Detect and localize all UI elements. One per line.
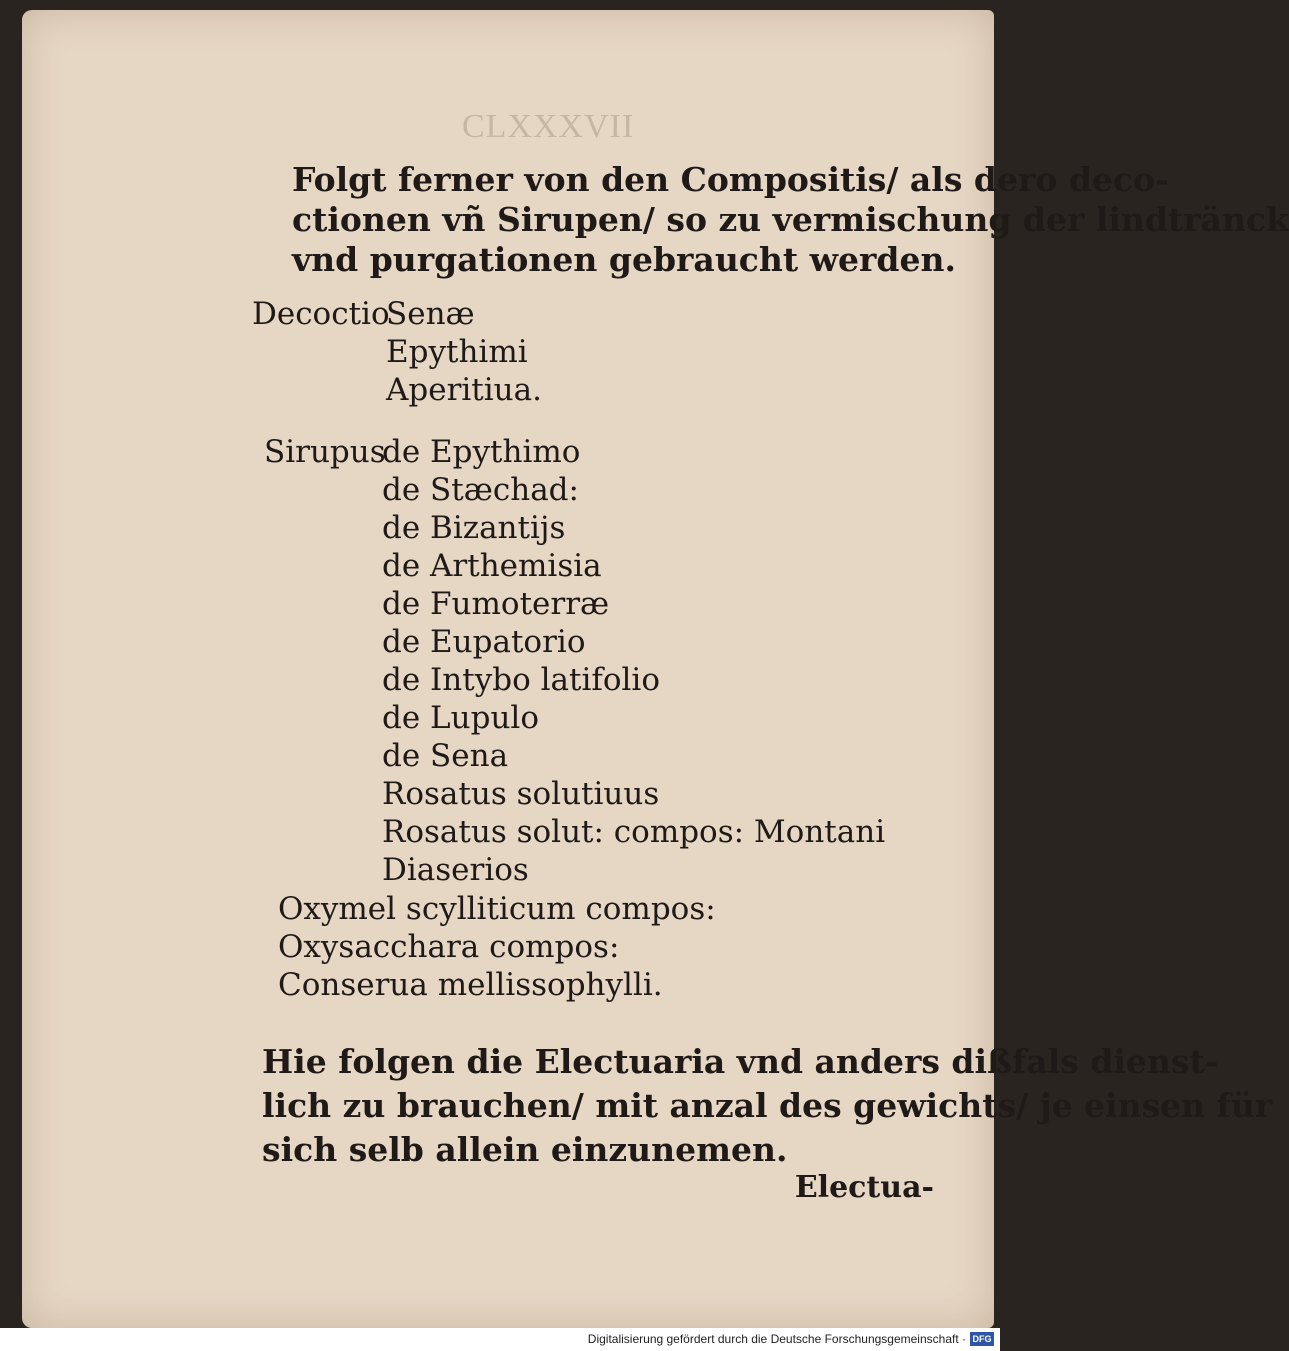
footer-bar [0,1328,1000,1351]
heading-line: ctionen vñ Sirupen/ so zu vermischung der lindtränck [292,200,1289,239]
heading-line: lich zu brauchen/ mit anzal des gewichts/ je einsen für [262,1086,1273,1125]
list-item: Aperitiua. [386,372,542,408]
book-page [22,10,1289,1328]
heading-line: Folgt ferner von den Compositis/ als dero deco- [292,160,1169,199]
list-item: de Fumoterræ [382,586,610,622]
dfg-logo-icon: DFG [970,1332,994,1346]
list-item: de Lupulo [382,700,539,736]
catchword: Electua- [794,1170,934,1205]
heading-line: Hie folgen die Electuaria vnd anders dißfals dienst- [262,1042,1219,1081]
heading-line: sich selb allein einzunemen. [262,1130,788,1169]
list-item: de Arthemisia [382,548,602,584]
list-item: Senæ [386,296,475,332]
list-item: Conserua mellissophylli. [278,967,663,1003]
list-item: Rosatus solut: compos: Montani [382,814,886,850]
list-item: de Sena [382,738,509,774]
list-item: Oxysacchara compos: [278,929,620,965]
bleed-through-folio: CLXXXVII [462,108,635,145]
list-item: Diaserios [382,852,529,888]
heading-line: vnd purgationen gebraucht werden. [292,240,956,279]
list-item: Epythimi [386,334,528,370]
section-heading [292,160,1289,280]
footer-credit: Digitalisierung gefördert durch die Deutsche Forschungsgemeinschaft · [587,1332,966,1346]
sirupus-label: Sirupus [264,434,386,470]
decoctio-label: Decoctio [252,296,390,332]
list-item: de Bizantijs [382,510,566,546]
list-item: Oxymel scylliticum compos: [278,891,716,927]
closing-heading [262,1040,1273,1172]
list-item: de Stæchad: [382,472,579,508]
list-item: de Intybo latifolio [382,662,660,698]
list-item: de Eupatorio [382,624,586,660]
list-item: Rosatus solutiuus [382,776,660,812]
list-item: de Epythimo [382,434,581,470]
